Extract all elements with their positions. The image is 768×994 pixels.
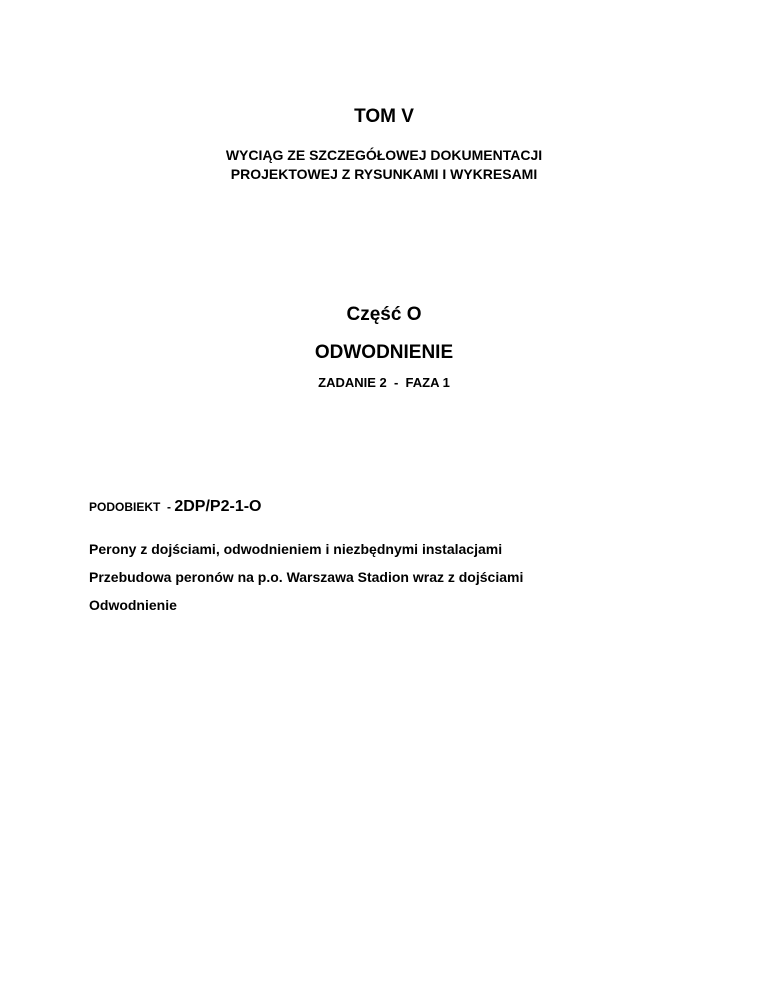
subobject-label: PODOBIEKT - bbox=[89, 500, 175, 514]
description-line-1: Perony z dojściami, odwodnieniem i niezbędnymi instalacjami bbox=[89, 541, 503, 557]
description-line-3: Odwodnienie bbox=[89, 597, 177, 613]
part-name: ODWODNIENIE bbox=[314, 342, 454, 363]
volume-subtitle-line-1: WYCIĄG ZE SZCZEGÓŁOWEJ DOKUMENTACJI bbox=[225, 147, 543, 163]
subobject-line bbox=[89, 498, 261, 516]
part-label: Część O bbox=[346, 304, 422, 325]
volume-subtitle-line-2: PROJEKTOWEJ Z RYSUNKAMI I WYKRESAMI bbox=[230, 166, 538, 182]
task-phase: ZADANIE 2 - FAZA 1 bbox=[318, 375, 450, 390]
subobject-code: 2DP/P2-1-O bbox=[174, 498, 262, 515]
description-line-2: Przebudowa peronów na p.o. Warszawa Stadion wraz z dojściami bbox=[89, 569, 524, 585]
volume-subtitle bbox=[0, 146, 768, 184]
volume-title: TOM V bbox=[354, 106, 414, 127]
